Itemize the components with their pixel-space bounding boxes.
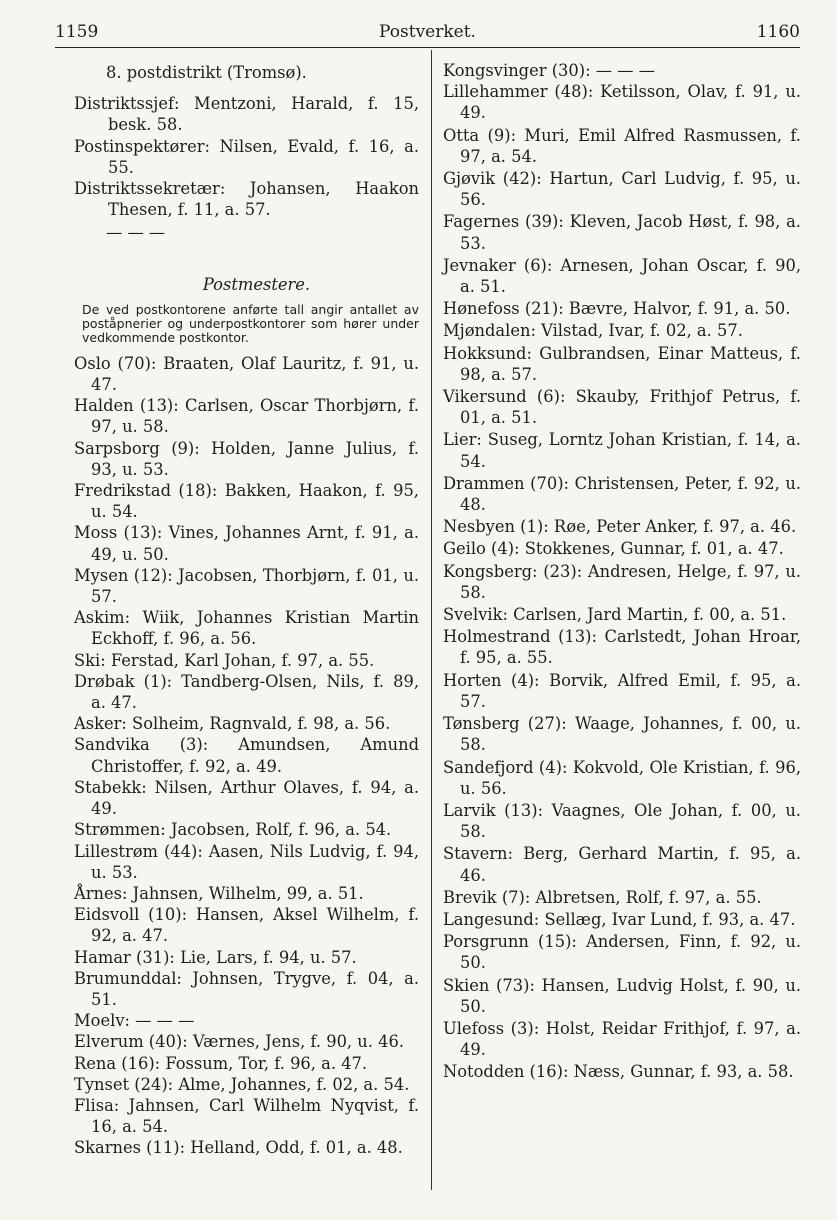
list-item: Nesbyen (1): Røe, Peter Anker, f. 97, a. 46. [443,517,797,537]
list-item: Holmestrand (13): Carlstedt, Johan Hroar, f. 95, a. 55. [443,627,801,668]
list-item: Stabekk: Nilsen, Arthur Olaves, f. 94, a. 49. [74,777,419,819]
list-item: Drøbak (1): Tandberg-Olsen, Nils, f. 89, a. 47. [74,671,419,713]
separator-dashes: — — — [106,223,166,243]
list-item: Lillestrøm (44): Aasen, Nils Ludvig, f. 94, u. 53. [74,841,419,882]
list-item: Hønefoss (21): Bævre, Halvor, f. 91, a. 50. [443,299,791,319]
list-item: Horten (4): Borvik, Alfred Emil, f. 95, a. 57. [443,670,801,711]
list-item: Eidsvoll (10): Hansen, Aksel Wilhelm, f. 92, a. 47. [74,905,419,946]
list-item: Brumunddal: Johnsen, Trygve, f. 04, a. 51. [74,968,419,1009]
list-item: Notodden (16): Næss, Gunnar, f. 93, a. 58. [443,1062,794,1082]
list-item: Moelv: — — — [74,1011,195,1031]
header-rule [55,47,800,48]
list-item: Skien (73): Hansen, Ludvig Holst, f. 90, u. 50. [443,975,801,1016]
list-item: Moss (13): Vines, Johannes Arnt, f. 91, a. 49, u. 50. [74,523,419,564]
postmaster-list-right [443,60,801,1083]
district-entry: Postinspektører: Nilsen, Evald, f. 16, a. 55. [74,136,419,177]
list-item: Larvik (13): Vaagnes, Ole Johan, f. 00, u. 58. [443,800,801,842]
list-item: Mjøndalen: Vilstad, Ivar, f. 02, a. 57. [443,321,743,341]
district-title: 8. postdistrikt (Tromsø). [106,63,307,82]
list-item: Askim: Wiik, Johannes Kristian Martin Eckhoff, f. 96, a. 56. [74,608,419,649]
list-item: Svelvik: Carlsen, Jard Martin, f. 00, a. 51. [443,605,787,625]
list-item: Tynset (24): Alme, Johannes, f. 02, a. 54. [74,1074,410,1094]
list-item: Asker: Solheim, Ragnvald, f. 98, a. 56. [74,714,391,734]
list-item: Hokksund: Gulbrandsen, Einar Matteus, f. 98, a. 57. [443,343,801,384]
list-item: Sandvika (3): Amundsen, Amund Christoffer, f. 92, a. 49. [74,735,419,776]
section-title: Postmestere. [202,274,311,294]
column-divider [431,50,432,1190]
list-item: Otta (9): Muri, Emil Alfred Rasmussen, f. 97, a. 54. [443,125,801,166]
postmaster-list-left [74,353,419,1159]
left-page-number: 1159 [55,22,99,42]
list-item: Flisa: Jahnsen, Carl Wilhelm Nyqvist, f. 16, a. 54. [74,1095,419,1137]
list-item: Brevik (7): Albretsen, Rolf, f. 97, a. 55. [443,887,762,907]
list-item: Hamar (31): Lie, Lars, f. 94, u. 57. [74,947,357,967]
district-staff-list [74,93,419,220]
list-item: Drammen (70): Christensen, Peter, f. 92, u. 48. [443,473,801,515]
district-entry: Distriktssekretær: Johansen, Haakon Thesen, f. 11, a. 57. [74,179,419,220]
list-item: Mysen (12): Jacobsen, Thorbjørn, f. 01, u. 57. [74,565,419,607]
right-page-number: 1160 [756,22,800,42]
explanatory-note: De ved postkontorene anførte tall angir antallet av poståpnerier og underpostkontorer som hører under vedkommende postkontor. [82,301,419,345]
list-item: Strømmen: Jacobsen, Rolf, f. 96, a. 54. [74,820,392,840]
list-item: Sandefjord (4): Kokvold, Ole Kristian, f. 96, u. 56. [443,757,801,798]
list-item: Ski: Ferstad, Karl Johan, f. 97, a. 55. [74,650,375,670]
running-title: Postverket. [379,22,476,42]
left-column [74,60,419,1159]
list-item: Tønsberg (27): Waage, Johannes, f. 00, u. 58. [443,714,801,755]
list-item: Fredrikstad (18): Bakken, Haakon, f. 95, u. 54. [74,481,419,522]
list-item: Kongsberg: (23): Andresen, Helge, f. 97, u. 58. [443,561,801,602]
list-item: Lillehammer (48): Ketilsson, Olav, f. 91, u. 49. [443,82,801,123]
list-item: Skarnes (11): Helland, Odd, f. 01, a. 48. [74,1138,403,1158]
list-item: Årnes: Jahnsen, Wilhelm, 99, a. 51. [74,883,364,903]
list-item: Geilo (4): Stokkenes, Gunnar, f. 01, a. 47. [443,539,784,559]
page-header [55,18,800,46]
list-item: Sarpsborg (9): Holden, Janne Julius, f. 93, u. 53. [74,438,419,479]
district-entry: Distriktssjef: Mentzoni, Harald, f. 15, besk. 58. [74,94,419,135]
list-item: Elverum (40): Værnes, Jens, f. 90, u. 46. [74,1032,405,1052]
list-item: Fagernes (39): Kleven, Jacob Høst, f. 98, a. 53. [443,212,801,253]
list-item: Halden (13): Carlsen, Oscar Thorbjørn, f. 97, u. 58. [74,396,419,437]
list-item: Gjøvik (42): Hartun, Carl Ludvig, f. 95, u. 56. [443,169,801,210]
list-item: Jevnaker (6): Arnesen, Johan Oscar, f. 90, a. 51. [443,255,801,297]
right-column [443,60,801,1084]
list-item: Lier: Suseg, Lorntz Johan Kristian, f. 14, a. 54. [443,430,801,471]
list-item: Kongsvinger (30): — — — [443,61,655,80]
list-item: Porsgrunn (15): Andersen, Finn, f. 92, u. 50. [443,932,801,973]
list-item: Ulefoss (3): Holst, Reidar Frithjof, f. 97, a. 49. [443,1018,801,1060]
list-item: Langesund: Sellæg, Ivar Lund, f. 93, a. 47. [443,909,796,929]
list-item: Oslo (70): Braaten, Olaf Lauritz, f. 91, u. 47. [74,353,419,395]
list-item: Stavern: Berg, Gerhard Martin, f. 95, a. 46. [443,844,801,885]
list-item: Rena (16): Fossum, Tor, f. 96, a. 47. [74,1053,368,1073]
list-item: Vikersund (6): Skauby, Frithjof Petrus, f. 01, a. 51. [443,387,801,428]
